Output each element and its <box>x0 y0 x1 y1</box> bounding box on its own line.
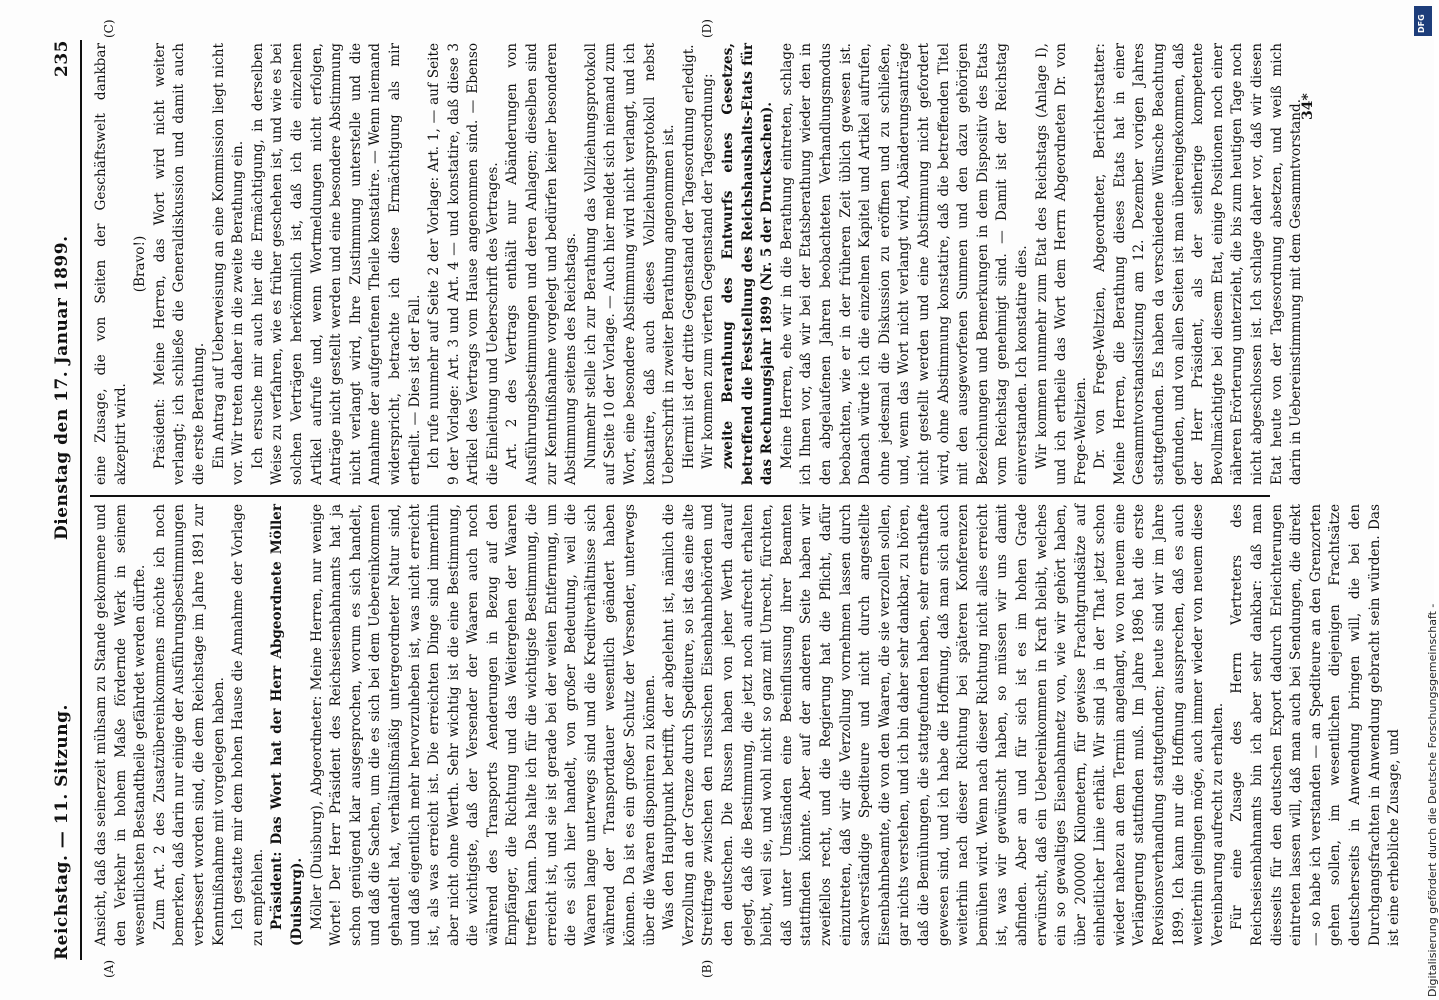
paragraph: Möller (Duisburg), Abgeordneter: Meine Herren, nur wenige Worte! Der Herr Präsident des Reichseisenbahnamts hat ja schon genügend klar ausgesprochen, worum es sich handelt, und daß die Sachen, um die es sich bei dem Uebereinkommen gehandelt hat, verhältnißmäßig untergeordneter Natur sind, und daß eigentlich mehr hervorzuheben ist, was nicht erreicht ist, als was erreicht ist. Die erreichten Dinge sind immerhin aber nicht ohne Werth. Sehr wichtig ist die eine Bestimmung, die wichtigste, daß der Versender der Waaren auch noch während des Transports Aenderungen in Bezug auf den Empfänger, die Richtung und das Weitergehen der Waaren treffen kann. Das halte ich für die wichtigste Bestimmung, die erreicht ist, und sie ist gerade bei der weiten Entfernung, um die es sich hier handelt, von großer Bedeutung, weil die Waaren lange unterwegs sind und die Kreditverhältnisse sich während der Transportdauer wesentlich geändert haben können. Da ist es ein großer Schutz der Versender, unterwegs über die Waaren disponiren zu können. <box>308 504 658 946</box>
paragraph: Für eine Zusage des Herrn Vertreters des Reichseisenbahnamts bin ich aber sehr dankbar: daß man diesseits für den deutschen Export dadurch Erleichterungen eintreten lassen will, daß man auch bei Sendungen, die direkt — so habe ich verstanden — an Spediteure an den Grenzorten gehen sollen, im wesentlichen diejenigen Frachtsätze deutscherseits in Anwendung bringen will, die bei den Durchgangsfrachten in Anwendung gebracht sein würden. Das ist eine erhebliche Zusage, und <box>1229 504 1403 946</box>
header-rule <box>80 40 82 960</box>
paragraph-speaker: Präsident: Das Wort hat der Herr Abgeordnete Möller (Duisburg). <box>269 504 305 946</box>
dfg-logo: DFG <box>1414 6 1432 36</box>
paragraph: Ich ersuche mir auch hier die Ermächtigung, in derselben Weise zu verfahren, wie es früher geschehen ist, und wie es bei solchen Verträgen herkömmlich ist, daß ich die einzelnen Artikel aufrufe und, wenn Wortmeldungen nicht erfolgen, Anträge nicht gestellt werden und eine besondere Abstimmung nicht verlangt wird, Ihre Zustimmung unterstelle und die Annahme der aufgerufenen Theile konstatire. — Wenn niemand widerspricht, betrachte ich diese Ermächtigung als mir ertheilt. — Dies ist der Fall. <box>249 43 423 485</box>
rotated-page-content <box>10 0 1403 1000</box>
paragraph: Ich gestatte mir dem hohen Hause die Annahme der Vorlage zu empfehlen. <box>230 504 266 946</box>
paragraph: eine Zusage, die von Seiten der Geschäftswelt dankbar akzeptirt wird. <box>93 43 129 485</box>
page-number: 235 <box>52 40 72 77</box>
paragraph: Präsident: Meine Herren, das Wort wird nicht weiter verlangt; ich schließe die Generaldiskussion und damit auch die erste Berathung. <box>151 43 207 485</box>
paragraph-applause: (Bravo!) <box>132 235 149 293</box>
margin-mark-b: (B) <box>700 959 714 978</box>
right-column <box>92 43 1307 485</box>
paragraph: Hiermit ist der dritte Gegenstand der Tagesordnung erledigt. <box>680 44 697 469</box>
page-header <box>52 40 82 960</box>
digitization-stamp: Digitalisierung gefördert durch die Deutsche Forschungsgemeinschaft - <box>1426 603 1439 997</box>
agenda-item-title: zweite Berathung des Entwurfs eines Gesetzes, betreffend die Feststellung des Reichshaushalts-Etats für das Rechnungsjahr 1899 (Nr. 5 der Drucksachen). <box>720 43 776 485</box>
paragraph: Ich rufe nunmehr auf Seite 2 der Vorlage: Art. 1, — auf Seite 9 der Vorlage: Art. 3 und Art. 4 — und konstatire, daß diese 3 Artikel des Vertrags vom Hause angenommen sind. — Ebenso die Einleitung und Ueberschrift des Vertrages. <box>426 43 501 485</box>
paragraph: Was den Hauptpunkt betrifft, der abgelehnt ist, nämlich die Verzollung an der Grenze durch Spediteure, so ist das eine alte Streitfrage zwischen den russischen Eisenbahnbehörden und den deutschen. Die Russen haben von jeher Werth darauf gelegt, daß die Bestimmung, die jetzt noch aufrecht erhalten bleibt, weil sie, und wohl nicht so ganz mit Unrecht, fürchten, daß unter Umständen eine Beeinflussung ihrer Beamten stattfinden könnte. Aber auf der anderen Seite haben wir zweifellos recht, und die Regierung hat die Pflicht, dafür einzutreten, daß wir die Verzollung vornehmen lassen durch sachverständige Spediteure und nicht durch angestellte Eisenbahnbeamte, die von den Waaren, die sie verzollen sollen, gar nichts verstehen, und ich bin daher sehr dankbar, zu hören, daß die Bemühungen, die stattgefunden haben, sehr ernsthafte gewesen sind, und ich habe die Hoffnung, daß man sich auch weiterhin nach dieser Richtung bei späteren Konferenzen bemühen wird. Wenn nach dieser Richtung nicht alles erreicht ist, was wir gewünscht haben, so müssen wir uns damit abfinden. Aber an und für sich ist es im hohen Grade erwünscht, daß ein Uebereinkommen in Kraft bleibt, welches ein so gewaltiges Eisenbahnnetz von, wie wir gehört haben, über 200000 Kilometern, für gewisse Frachtgrundsätze auf einheitlicher Linie erhält. Wir sind ja in der That jetzt schon wieder nahezu an dem Termin angelangt, wo von neuem eine Verlängerung stattfinden muß. Im Jahre 1896 hat die erste Revisionsverhandlung stattgefunden; heute sind wir im Jahre 1899. Ich kann nur die Hoffnung aussprechen, daß es auch weiterhin gelingen möge, auch immer wieder von neuem diese Vereinbarung aufrecht zu erhalten. <box>661 504 1226 946</box>
paragraph: Meine Herren, ehe wir in die Berathung eintreten, schlage ich Ihnen vor, daß wir bei der Etatsberathung wieder den in den abgelaufenen Jahren beobachteten Verhandlungsmodus beobachten, wie er in der früheren Zeit üblich gewesen ist. Danach würde ich die einzelnen Kapitel und Artikel aufrufen, ohne jedesmal die Diskussion zu eröffnen und zu schließen, und, wenn das Wort nicht verlangt wird, Abänderungsanträge nicht gestellt werden und eine Abstimmung nicht gefordert wird, ohne Abstimmung konstatire, daß die betreffenden Titel mit den ausgeworfenen Summen und den dazu gehörigen Bezeichnungen und Bemerkungen in dem Dispositiv des Etats vom Reichstag genehmigt sind. — Damit ist der Reichstag einverstanden. Ich konstatire dies. <box>778 43 1030 485</box>
column-divider <box>90 495 1270 497</box>
margin-mark-d: (D) <box>700 19 714 38</box>
signature-mark: 34* <box>1300 93 1316 120</box>
header-date: Dienstag den 17. Januar 1899. <box>52 235 72 540</box>
paragraph: Dr. von Frege-Weltzien, Abgeordneter, Berichterstatter: Meine Herren, die Berathung dieses Etats hat in einer Gesammtvorstandssitzung am 12. Dezember vorigen Jahres stattgefunden. Es haben da verschiedene Wünsche Beachtung gefunden, und von allen Seiten ist man übereingekommen, daß der Herr Präsident, als der seitherige kompetente Bevollmächtigte bei diesem Etat, einige Positionen noch einer näheren Erörterung unterzieht, die bis zum heutigen Tage noch nicht abgeschlossen ist. Ich schlage daher vor, daß wir diesen Etat heute von der Tagesordnung absetzen, und weiß mich darin in Uebereinstimmung mit dem Gesammtvorstand. <box>1092 43 1305 485</box>
paragraph: Art. 2 des Vertrags enthält nur Abänderungen von Ausführungsbestimmungen und deren Anlagen; dieselben sind zur Kenntnißnahme vorgelegt und bedürfen keiner besonderen Abstimmung seitens des Reichstags. <box>504 43 580 485</box>
paragraph: Zum Art. 2 des Zusatzübereinkommens möchte ich noch bemerken, daß darin nur einige der Ausführungsbestimmungen verbessert worden sind, die dem Reichstage im Jahre 1891 zur Kenntnißnahme mit vorgelegen haben. <box>151 504 227 946</box>
paragraph: Wir kommen zum vierten Gegenstand der Tagesordnung: <box>700 73 717 469</box>
margin-mark-c: (C) <box>102 19 116 38</box>
paragraph: Nunmehr stelle ich zur Berathung das Vollziehungsprotokoll auf Seite 10 der Vorlage. — Auch hier meldet sich niemand zum Wort, eine besondere Abstimmung wird nicht verlangt, und ich konstatire, daß auch dieses Vollziehungsprotokoll nebst Ueberschrift in zweiter Berathung angenommen ist. <box>582 43 678 485</box>
header-left: Reichstag. — 11. Sitzung. <box>52 704 72 960</box>
left-column <box>92 504 1405 946</box>
paragraph: Ein Antrag auf Ueberweisung an eine Kommission liegt nicht vor. Wir treten daher in die zweite Berathung ein. <box>210 43 247 485</box>
paragraph: Ansicht, daß das seinerzeit mühsam zu Stande gekommene und den Verkehr in hohem Maße fördernde Werk in seinem wesentlichsten Bestandtheile gefährdet werden dürfte. <box>93 504 149 946</box>
paragraph: Wir kommen nunmehr zum Etat des Reichstags (Anlage I), und ich ertheile das Wort dem Herrn Abgeordneten Dr. von Frege-Weltzien. <box>1033 43 1089 485</box>
margin-mark-a: (A) <box>102 959 116 978</box>
